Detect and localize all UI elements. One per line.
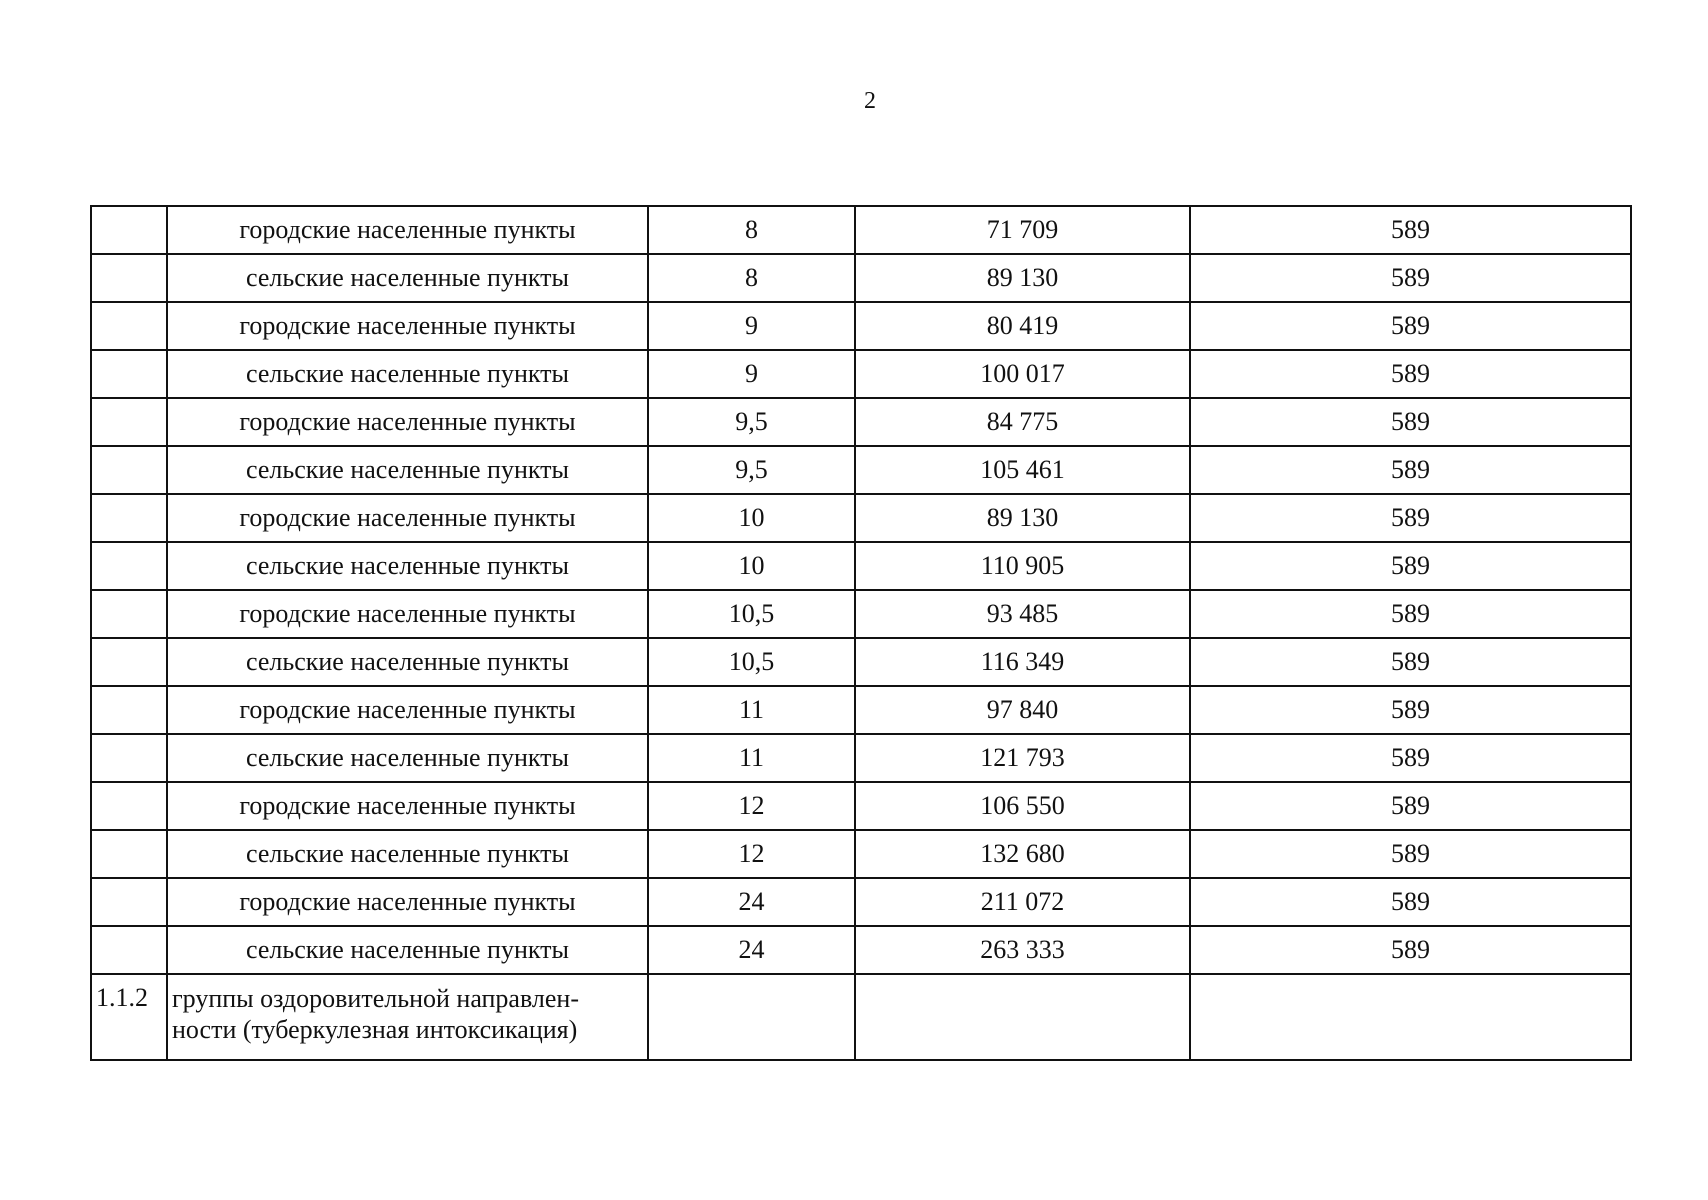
row-number-cell — [91, 590, 167, 638]
row-number-cell — [91, 638, 167, 686]
row-number-cell — [91, 206, 167, 254]
row-number-cell — [91, 734, 167, 782]
row-number-cell — [91, 494, 167, 542]
value-cell-b: 106 550 — [855, 782, 1190, 830]
value-cell-a: 8 — [648, 254, 855, 302]
value-cell-c: 589 — [1190, 398, 1631, 446]
value-cell-c: 589 — [1190, 590, 1631, 638]
value-cell-a: 10 — [648, 494, 855, 542]
value-cell-b: 263 333 — [855, 926, 1190, 974]
value-cell-a: 12 — [648, 782, 855, 830]
value-cell-a: 9 — [648, 302, 855, 350]
row-name-cell: городские населенные пункты — [167, 878, 648, 926]
value-cell-a: 24 — [648, 878, 855, 926]
value-cell-a: 9,5 — [648, 446, 855, 494]
table-row — [91, 638, 1631, 686]
value-cell-c: 589 — [1190, 446, 1631, 494]
row-number-cell — [91, 830, 167, 878]
value-cell-a: 11 — [648, 734, 855, 782]
value-cell-c: 589 — [1190, 830, 1631, 878]
table-row — [91, 590, 1631, 638]
value-cell-a: 10,5 — [648, 590, 855, 638]
row-number-cell — [91, 254, 167, 302]
value-cell-b: 121 793 — [855, 734, 1190, 782]
row-number-cell — [91, 350, 167, 398]
value-cell-c: 589 — [1190, 734, 1631, 782]
value-cell-c: 589 — [1190, 494, 1631, 542]
row-name-cell: сельские населенные пункты — [167, 734, 648, 782]
row-name-cell: сельские населенные пункты — [167, 926, 648, 974]
table-row — [91, 734, 1631, 782]
row-number-cell — [91, 782, 167, 830]
table-body — [91, 206, 1631, 1060]
row-number-cell — [91, 686, 167, 734]
table-row — [91, 542, 1631, 590]
row-name-cell: сельские населенные пункты — [167, 638, 648, 686]
row-name-cell: сельские населенные пункты — [167, 254, 648, 302]
value-cell-b: 71 709 — [855, 206, 1190, 254]
row-number-cell — [91, 542, 167, 590]
value-cell-c: 589 — [1190, 926, 1631, 974]
table-row-1-1-2 — [91, 974, 1631, 1060]
table-row — [91, 926, 1631, 974]
table-row — [91, 878, 1631, 926]
table-row — [91, 494, 1631, 542]
value-cell-c: 589 — [1190, 782, 1631, 830]
row-name-cell: городские населенные пункты — [167, 590, 648, 638]
table-row — [91, 686, 1631, 734]
value-cell-a: 24 — [648, 926, 855, 974]
value-cell-b: 93 485 — [855, 590, 1190, 638]
value-cell-c: 589 — [1190, 350, 1631, 398]
value-cell-c: 589 — [1190, 542, 1631, 590]
row-name-cell: городские населенные пункты — [167, 686, 648, 734]
row-number-cell — [91, 878, 167, 926]
row-name-cell: сельские населенные пункты — [167, 446, 648, 494]
value-cell-a: 12 — [648, 830, 855, 878]
value-cell-c: 589 — [1190, 686, 1631, 734]
value-cell-b: 89 130 — [855, 494, 1190, 542]
value-cell-b — [855, 974, 1190, 1060]
row-number-cell — [91, 302, 167, 350]
row-number-cell — [91, 446, 167, 494]
value-cell-b: 89 130 — [855, 254, 1190, 302]
row-name-cell: городские населенные пункты — [167, 398, 648, 446]
value-cell-c: 589 — [1190, 254, 1631, 302]
value-cell-a: 9 — [648, 350, 855, 398]
row-name-cell: городские населенные пункты — [167, 494, 648, 542]
value-cell-b: 110 905 — [855, 542, 1190, 590]
row-name-cell: группы оздоровительной направлен-ности (туберкулезная интоксикация) — [167, 974, 648, 1060]
row-number-cell — [91, 926, 167, 974]
row-name-cell: сельские населенные пункты — [167, 350, 648, 398]
value-cell-b: 132 680 — [855, 830, 1190, 878]
table-row — [91, 398, 1631, 446]
page-number: 2 — [864, 88, 876, 114]
value-cell-c: 589 — [1190, 302, 1631, 350]
value-cell-a: 8 — [648, 206, 855, 254]
value-cell-b: 84 775 — [855, 398, 1190, 446]
table-row — [91, 782, 1631, 830]
value-cell-b: 80 419 — [855, 302, 1190, 350]
value-cell-b: 97 840 — [855, 686, 1190, 734]
table-row — [91, 830, 1631, 878]
value-cell-c — [1190, 974, 1631, 1060]
value-cell-c: 589 — [1190, 638, 1631, 686]
row-name-cell: городские населенные пункты — [167, 302, 648, 350]
table-row — [91, 446, 1631, 494]
table-row — [91, 302, 1631, 350]
row-name-cell: сельские населенные пункты — [167, 830, 648, 878]
row-number-cell — [91, 398, 167, 446]
row-name-cell: сельские населенные пункты — [167, 542, 648, 590]
row-number-cell: 1.1.2 — [91, 974, 167, 1060]
value-cell-a: 11 — [648, 686, 855, 734]
row-name-cell: городские населенные пункты — [167, 782, 648, 830]
value-cell-c: 589 — [1190, 878, 1631, 926]
value-cell-a — [648, 974, 855, 1060]
value-cell-b: 100 017 — [855, 350, 1190, 398]
value-cell-a: 9,5 — [648, 398, 855, 446]
data-table — [90, 205, 1632, 1061]
value-cell-c: 589 — [1190, 206, 1631, 254]
value-cell-b: 116 349 — [855, 638, 1190, 686]
table-row — [91, 350, 1631, 398]
value-cell-b: 105 461 — [855, 446, 1190, 494]
table-row — [91, 254, 1631, 302]
value-cell-a: 10 — [648, 542, 855, 590]
table-row — [91, 206, 1631, 254]
value-cell-b: 211 072 — [855, 878, 1190, 926]
value-cell-a: 10,5 — [648, 638, 855, 686]
row-name-cell: городские населенные пункты — [167, 206, 648, 254]
